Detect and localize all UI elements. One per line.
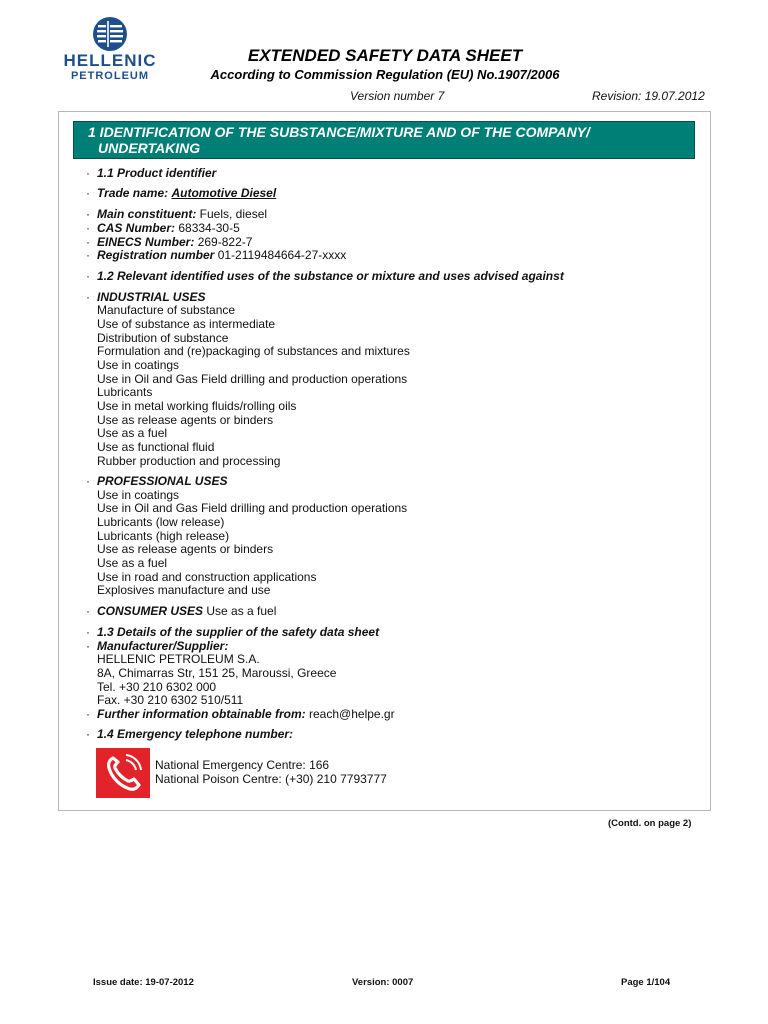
main-constituent-row: · Main constituent: Fuels, diesel: [86, 207, 268, 221]
supplier-phone: Tel. +30 210 6302 000: [97, 680, 217, 694]
list-item: Use as functional fluid: [97, 440, 215, 454]
brand-name-line2: PETROLEUM: [70, 70, 150, 82]
list-item: Use in Oil and Gas Field drilling and production operations: [97, 501, 408, 515]
list-item: Use in Oil and Gas Field drilling and production operations: [97, 372, 408, 386]
list-item: Explosives manufacture and use: [97, 583, 271, 597]
list-item: Use in coatings: [97, 488, 180, 502]
telephone-icon: [96, 748, 150, 798]
product-identifier-heading: · 1.1 Product identifier: [86, 166, 217, 180]
document-subtitle: According to Commission Regulation (EU) No.1907/2006: [210, 67, 560, 82]
list-item: Use in coatings: [97, 358, 180, 372]
registration-number-value: 01-2119484664-27-xxxx: [217, 248, 347, 262]
document-title: EXTENDED SAFETY DATA SHEET: [247, 46, 523, 65]
revision-date: Revision: 19.07.2012: [592, 89, 705, 103]
professional-uses-label: · PROFESSIONAL USES: [86, 474, 228, 488]
national-emergency-centre: National Emergency Centre: 166: [155, 758, 330, 772]
list-item: Use of substance as intermediate: [97, 317, 276, 331]
footer-issue-date: Issue date: 19-07-2012: [93, 977, 194, 988]
list-item: Use in metal working fluids/rolling oils: [97, 399, 297, 413]
company-logo: [60, 16, 160, 86]
list-item: Rubber production and processing: [97, 454, 281, 468]
brand-name-line1: HELLENIC: [63, 51, 157, 70]
consumer-use-value: Use as a fuel: [206, 604, 277, 618]
consumer-uses-row: · CONSUMER USES Use as a fuel: [86, 604, 277, 618]
section-title-line2: UNDERTAKING: [98, 140, 201, 156]
further-info-email[interactable]: reach@helpe.gr: [309, 707, 395, 721]
emergency-heading: · 1.4 Emergency telephone number:: [86, 727, 294, 741]
uses-heading: · 1.2 Relevant identified uses of the substance or mixture and uses advised against: [86, 269, 564, 283]
list-item: Lubricants: [97, 385, 153, 399]
list-item: Distribution of substance: [97, 331, 229, 345]
manufacturer-label: · Manufacturer/Supplier:: [86, 639, 229, 653]
registration-number-row: · Registration number 01-2119484664-27-xxxx: [86, 248, 347, 262]
section-title-line1: 1 IDENTIFICATION OF THE SUBSTANCE/MIXTURE AND OF THE COMPANY/: [88, 124, 590, 140]
list-item: Lubricants (high release): [97, 529, 230, 543]
footer-version: Version: 0007: [352, 977, 414, 988]
industrial-uses-label: · INDUSTRIAL USES: [86, 290, 206, 304]
list-item: Formulation and (re)packaging of substances and mixtures: [97, 344, 410, 358]
cas-number-value: 68334-30-5: [178, 221, 240, 235]
einecs-number-value: 269-822-7: [197, 235, 253, 249]
list-item: Lubricants (low release): [97, 515, 225, 529]
list-item: Use as release agents or binders: [97, 542, 274, 556]
section-header: [73, 121, 695, 159]
cas-number-row: · CAS Number: 68334-30-5: [86, 221, 240, 235]
supplier-address: 8A, Chimarras Str, 151 25, Maroussi, Greece: [97, 666, 337, 680]
continued-note: (Contd. on page 2): [608, 818, 692, 829]
main-constituent-value: Fuels, diesel: [199, 207, 268, 221]
trade-name-value: Automotive Diesel: [171, 186, 277, 200]
further-info-row: · Further information obtainable from: reach@helpe.gr: [86, 707, 395, 721]
footer-page-number: Page 1/104: [621, 977, 671, 988]
national-poison-centre: National Poison Centre: (+30) 210 7793777: [155, 772, 387, 786]
list-item: Use as a fuel: [97, 426, 168, 440]
version-number: Version number 7: [350, 89, 445, 103]
supplier-fax: Fax. +30 210 6302 510/511: [97, 693, 244, 707]
list-item: Use as release agents or binders: [97, 413, 274, 427]
trade-name-row: · Trade name: Automotive Diesel: [86, 186, 277, 200]
list-item: Manufacture of substance: [97, 303, 236, 317]
list-item: Use in road and construction applications: [97, 570, 317, 584]
supplier-name: HELLENIC PETROLEUM S.A.: [97, 652, 260, 666]
logo-emblem-icon: [92, 16, 128, 52]
einecs-number-row: · EINECS Number: 269-822-7: [86, 235, 253, 249]
list-item: Use as a fuel: [97, 556, 168, 570]
supplier-heading: · 1.3 Details of the supplier of the safety data sheet: [86, 625, 380, 639]
